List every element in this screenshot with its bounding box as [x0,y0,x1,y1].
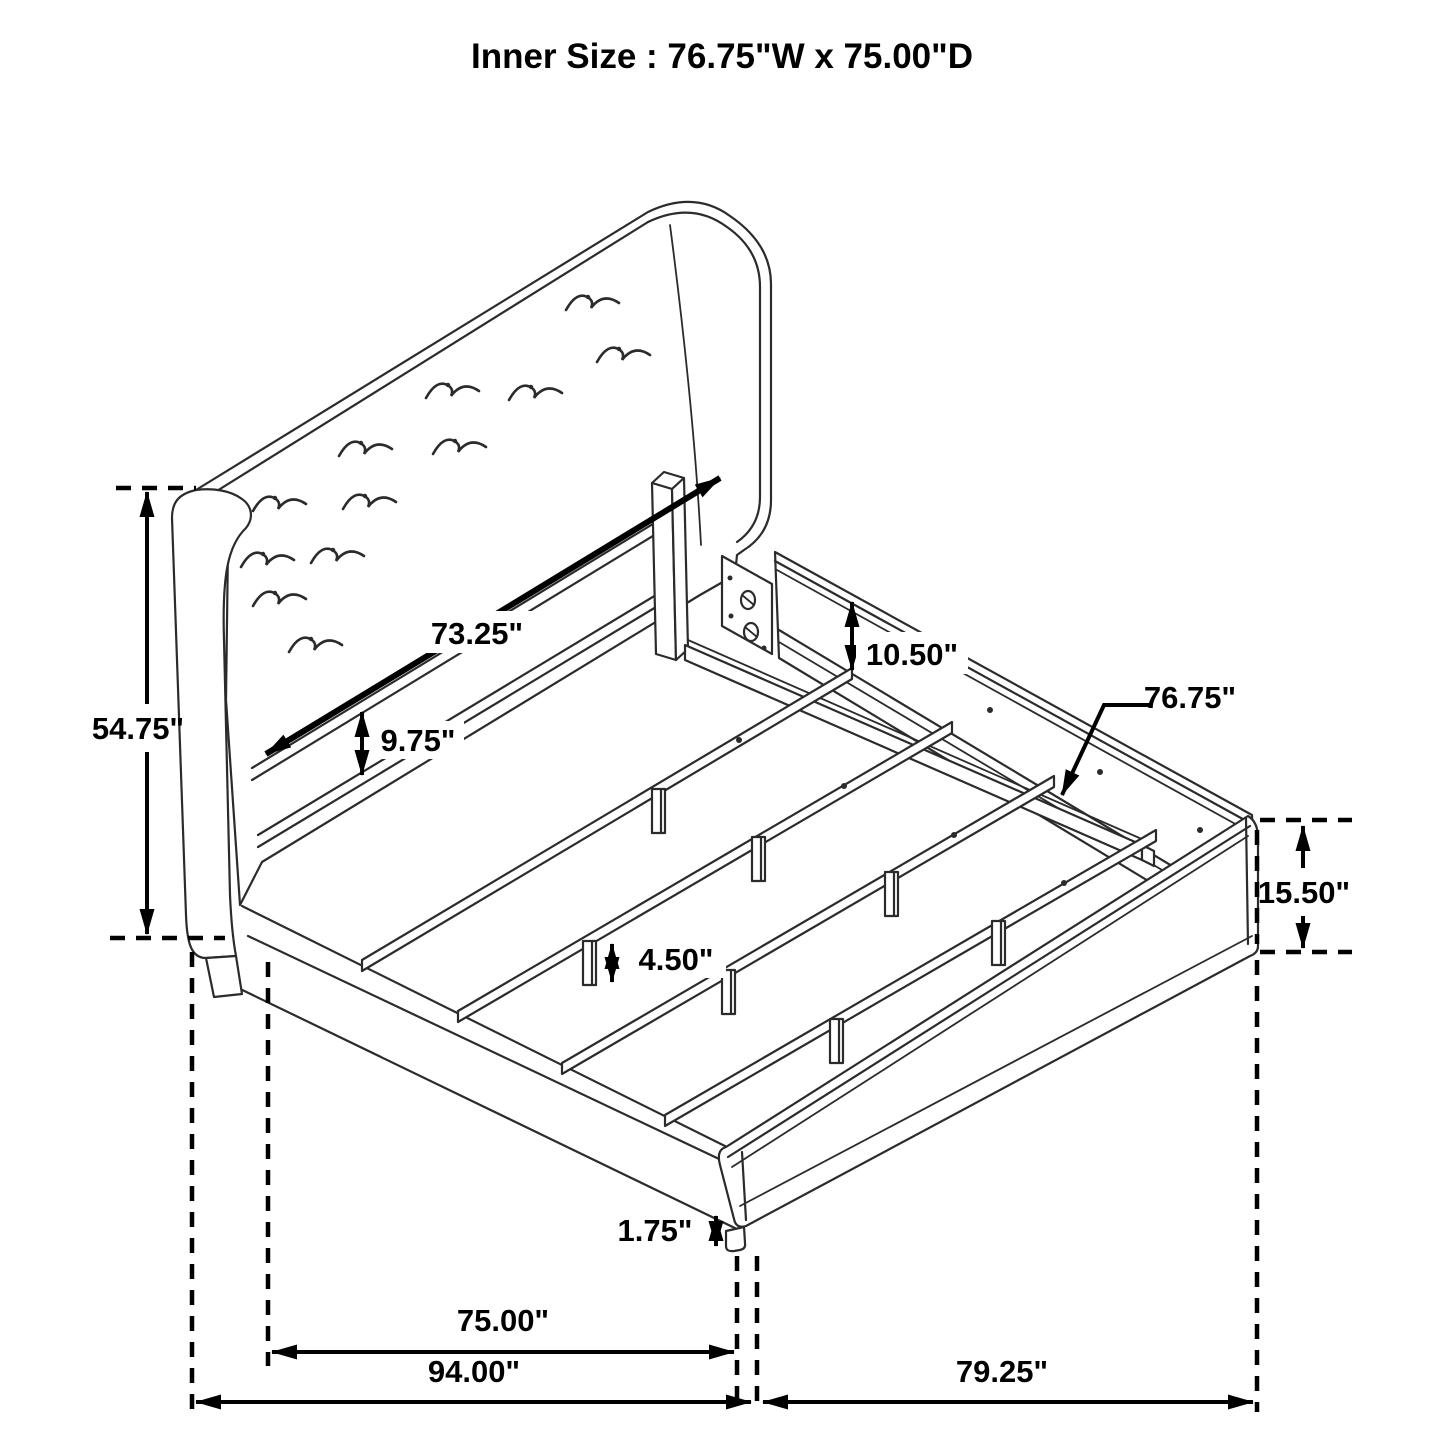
diagram-title: Inner Size : 76.75"W x 75.00"D [470,37,974,76]
dim-label-overall-width: 79.25" [955,1354,1049,1389]
dim-label-rail-gap: 9.75" [380,723,456,758]
frame-bottom-edge [234,986,741,1231]
slat-leg [992,921,1005,965]
bracket-hole [729,614,734,619]
rail-screw [1197,827,1203,833]
head-bracket [722,556,772,654]
footboard-face [719,816,1258,1227]
footboard [719,816,1258,1251]
dim-label-rail-height: 10.50" [865,637,959,672]
dim-label-headboard-height: 54.75" [91,711,185,746]
slat-screw [951,832,957,838]
bracket-hole [728,576,733,581]
slat-leg [652,789,665,833]
bracket-hole [762,646,767,651]
slat-leg [583,941,596,985]
slat-leg [830,1019,843,1063]
dim-label-overall-length: 94.00" [427,1354,521,1389]
slat-leg [752,837,765,881]
foot-corner-leg [726,1227,745,1251]
dim-label-cleat-width: 73.25" [430,616,524,651]
left-wing-leg [206,956,242,997]
slat-screw [1061,880,1067,886]
dim-label-leg-height: 4.50" [638,942,714,977]
rail-screw [1097,769,1103,775]
dim-label-footboard-height: 15.50" [1257,875,1351,910]
slat-leg [885,872,898,916]
slat-screw [736,737,742,743]
dim-label-inner-depth: 75.00" [456,1303,550,1338]
slat-screw [841,783,847,789]
dim-label-slat-width: 76.75" [1143,680,1237,715]
footboard-top-edge-line2 [732,836,1248,1167]
dim-label-foot-leg-height: 1.75" [617,1213,693,1248]
rail-screw [987,707,993,713]
